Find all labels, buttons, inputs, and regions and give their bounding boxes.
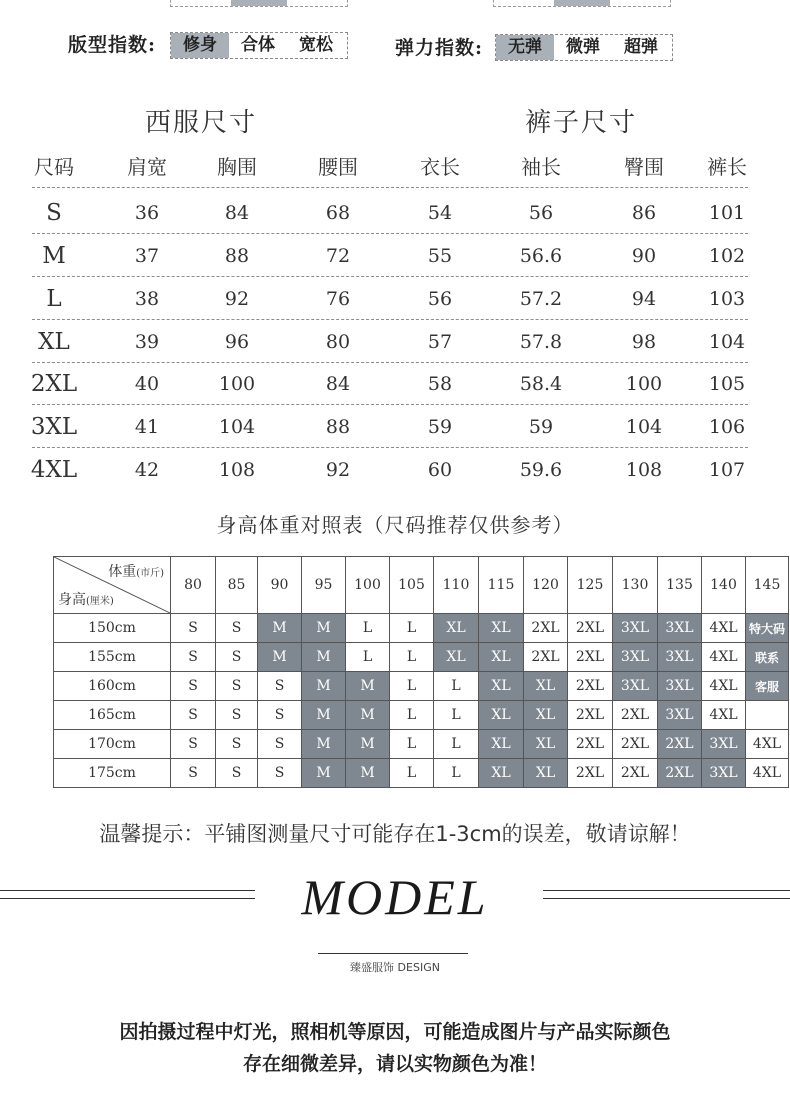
size-table-cell: 68: [325, 202, 351, 224]
size-table-row: [32, 448, 748, 490]
size-recommendation-cell: L: [390, 730, 434, 759]
size-recommendation-cell: S: [171, 614, 216, 643]
size-recommendation-cell: L: [390, 614, 434, 643]
contact-service-cell: 客服: [746, 672, 789, 701]
size-recommendation-cell: L: [390, 672, 434, 701]
size-recommendation-cell: 3XL: [613, 643, 658, 672]
size-table-cell: 103: [708, 288, 746, 310]
size-recommendation-cell: [746, 701, 789, 730]
size-table-header-cell: 胸围: [217, 155, 257, 179]
size-recommendation-cell: 2XL: [568, 730, 613, 759]
size-table-cell: 60: [427, 459, 453, 481]
size-table-cell: 98: [631, 331, 657, 353]
brand-label: 臻盛服饰 DESIGN: [350, 961, 440, 974]
size-recommendation-cell: XL: [479, 672, 524, 701]
size-table-cell: 94: [631, 288, 657, 310]
size-table-cell: 84: [224, 202, 250, 224]
size-recommendation-cell: 3XL: [658, 614, 702, 643]
pants-size-title: 裤子尺寸: [525, 108, 638, 138]
size-table-cell: 40: [134, 373, 160, 395]
size-table-cell: 106: [708, 416, 746, 438]
size-table-header-cell: 尺码: [34, 155, 74, 179]
size-table-cell: 90: [631, 245, 657, 267]
measurement-tip: 温馨提示：平铺图测量尺寸可能存在1-3cm的误差，敬请谅解！: [99, 822, 691, 846]
size-recommendation-cell: 4XL: [702, 701, 746, 730]
size-table-cell: 92: [224, 288, 250, 310]
weight-column-header: 145: [746, 557, 789, 614]
size-table-cell: 107: [708, 459, 746, 481]
height-cell: 160cm: [54, 672, 171, 701]
height-cell: 155cm: [54, 643, 171, 672]
size-recommendation-cell: XL: [524, 730, 568, 759]
table-row: [54, 759, 789, 788]
size-label: 3XL: [30, 414, 78, 440]
size-table-header-cell: 肩宽: [127, 155, 167, 179]
size-table-cell: 88: [224, 245, 250, 267]
brand-divider: [318, 953, 468, 954]
size-recommendation-cell: 2XL: [568, 759, 613, 788]
stretch-option-super: 超弹: [624, 37, 658, 57]
color-note-line1: 因拍摄过程中灯光，照相机等原因，可能造成图片与产品实际颜色: [119, 1021, 671, 1043]
size-table-cell: 56: [528, 202, 554, 224]
height-cell: 170cm: [54, 730, 171, 759]
fit-option-loose: 宽松: [299, 35, 333, 55]
size-table-cell: 96: [224, 331, 250, 353]
size-recommendation-cell: S: [216, 759, 258, 788]
size-recommendation-cell: XL: [479, 701, 524, 730]
size-recommendation-cell: M: [346, 730, 390, 759]
weight-column-header: 110: [434, 557, 479, 614]
size-recommendation-cell: 3XL: [613, 614, 658, 643]
size-table-cell: 57.8: [519, 331, 563, 353]
height-header: [58, 589, 114, 609]
size-label: 2XL: [30, 371, 78, 397]
size-recommendation-cell: S: [258, 730, 302, 759]
size-recommendation-cell: 4XL: [702, 643, 746, 672]
weight-column-header: 125: [568, 557, 613, 614]
size-recommendation-cell: M: [302, 614, 346, 643]
size-table-cell: 72: [325, 245, 351, 267]
size-table-cell: 108: [218, 459, 256, 481]
size-table-cell: 104: [218, 416, 256, 438]
size-table-cell: 80: [325, 331, 351, 353]
size-table-row: [32, 405, 748, 448]
size-table-cell: 86: [631, 202, 657, 224]
size-recommendation-cell: S: [216, 672, 258, 701]
size-recommendation-cell: S: [258, 759, 302, 788]
size-recommendation-cell: XL: [479, 759, 524, 788]
size-recommendation-cell: 2XL: [524, 614, 568, 643]
size-recommendation-cell: M: [346, 701, 390, 730]
fit-option-regular: 合体: [241, 35, 275, 55]
size-recommendation-cell: 4XL: [746, 730, 789, 759]
size-recommendation-cell: M: [346, 672, 390, 701]
fit-option-slim: 修身: [171, 33, 229, 58]
size-table-header-cell: 裤长: [707, 155, 747, 179]
size-recommendation-cell: S: [216, 643, 258, 672]
size-recommendation-cell: M: [302, 643, 346, 672]
size-recommendation-cell: S: [171, 643, 216, 672]
size-table-cell: 88: [325, 416, 351, 438]
size-table-cell: 37: [134, 245, 160, 267]
size-table-header-cell: 衣长: [420, 155, 460, 179]
size-recommendation-cell: L: [346, 643, 390, 672]
size-recommendation-cell: XL: [524, 672, 568, 701]
weight-column-header: 80: [171, 557, 216, 614]
size-recommendation-cell: 3XL: [702, 730, 746, 759]
size-table-header-cell: 袖长: [521, 155, 561, 179]
size-recommendation-cell: 2XL: [568, 701, 613, 730]
fit-index-options: [170, 32, 348, 59]
weight-column-header: 140: [702, 557, 746, 614]
size-table-header-cell: 腰围: [318, 155, 358, 179]
size-recommendation-cell: M: [302, 730, 346, 759]
size-recommendation-cell: XL: [524, 759, 568, 788]
size-table-cell: 59: [427, 416, 453, 438]
color-note-line2: 存在细微差异，请以实物颜色为准！: [242, 1053, 547, 1075]
size-recommendation-cell: S: [171, 730, 216, 759]
height-cell: 175cm: [54, 759, 171, 788]
size-recommendation-cell: L: [434, 759, 479, 788]
size-table-cell: 55: [427, 245, 453, 267]
size-recommendation-cell: M: [302, 672, 346, 701]
size-recommendation-cell: L: [434, 730, 479, 759]
table-row: [54, 701, 789, 730]
size-recommendation-cell: L: [434, 672, 479, 701]
height-cell: 150cm: [54, 614, 171, 643]
size-recommendation-cell: 4XL: [702, 672, 746, 701]
size-label: XL: [38, 329, 70, 355]
size-recommendation-cell: S: [171, 672, 216, 701]
size-label: L: [46, 286, 62, 312]
height-cell: 165cm: [54, 701, 171, 730]
size-recommendation-cell: S: [258, 701, 302, 730]
size-recommendation-cell: XL: [479, 643, 524, 672]
size-table-cell: 104: [708, 331, 746, 353]
size-recommendation-cell: S: [171, 759, 216, 788]
height-weight-table: [53, 556, 789, 788]
stretch-option-slight: 微弹: [566, 37, 600, 57]
size-label: 4XL: [30, 457, 78, 483]
size-recommendation-cell: L: [434, 701, 479, 730]
size-recommendation-cell: S: [171, 701, 216, 730]
weight-column-header: 115: [479, 557, 524, 614]
size-table-cell: 39: [134, 331, 160, 353]
contact-service-cell: 联系: [746, 643, 789, 672]
size-recommendation-cell: 3XL: [658, 672, 702, 701]
size-recommendation-cell: 3XL: [658, 701, 702, 730]
table-row: [54, 730, 789, 759]
size-recommendation-cell: S: [258, 672, 302, 701]
size-table-cell: 58.4: [519, 373, 563, 395]
size-recommendation-cell: L: [390, 701, 434, 730]
table-row: [54, 614, 789, 643]
size-table-cell: 38: [134, 288, 160, 310]
size-table-cell: 56: [427, 288, 453, 310]
size-table-cell: 59: [528, 416, 554, 438]
size-table-cell: 54: [427, 202, 453, 224]
size-recommendation-cell: XL: [524, 701, 568, 730]
size-table-cell: 100: [625, 373, 663, 395]
size-recommendation-cell: 3XL: [702, 759, 746, 788]
size-recommendation-cell: 2XL: [524, 643, 568, 672]
size-recommendation-cell: S: [216, 730, 258, 759]
size-table-cell: 41: [134, 416, 160, 438]
stretch-index-label: 弹力指数:: [395, 37, 484, 59]
size-recommendation-cell: 2XL: [613, 730, 658, 759]
weight-column-header: 135: [658, 557, 702, 614]
height-unit: (厘米): [86, 596, 114, 607]
weight-unit: (市斤): [136, 568, 164, 579]
size-recommendation-cell: L: [390, 759, 434, 788]
height-label: 身高: [58, 592, 86, 608]
suit-size-title: 西服尺寸: [145, 108, 258, 138]
height-weight-table-title: 身高体重对照表（尺码推荐仅供参考）: [216, 513, 574, 537]
size-table-cell: 100: [218, 373, 256, 395]
size-recommendation-cell: XL: [479, 730, 524, 759]
weight-column-header: 130: [613, 557, 658, 614]
size-table-cell: 92: [325, 459, 351, 481]
weight-column-header: 95: [302, 557, 346, 614]
size-recommendation-cell: M: [302, 759, 346, 788]
size-table-cell: 56.6: [519, 245, 563, 267]
size-label: S: [46, 200, 62, 226]
size-table-cell: 76: [325, 288, 351, 310]
size-table-cell: 102: [708, 245, 746, 267]
size-recommendation-cell: M: [346, 759, 390, 788]
size-table-row: [32, 234, 748, 277]
weight-column-header: 120: [524, 557, 568, 614]
size-recommendation-cell: 2XL: [568, 643, 613, 672]
weight-header: [108, 561, 164, 581]
weight-column-header: 85: [216, 557, 258, 614]
size-recommendation-cell: 2XL: [568, 672, 613, 701]
size-table-header-cell: 臀围: [624, 155, 664, 179]
size-table-cell: 58: [427, 373, 453, 395]
size-recommendation-cell: 2XL: [658, 730, 702, 759]
size-recommendation-cell: M: [258, 643, 302, 672]
size-recommendation-cell: S: [216, 614, 258, 643]
size-recommendation-cell: S: [216, 701, 258, 730]
size-table-cell: 57: [427, 331, 453, 353]
size-table-cell: 105: [708, 373, 746, 395]
size-table-row: [32, 191, 748, 234]
size-recommendation-cell: 4XL: [746, 759, 789, 788]
size-recommendation-cell: XL: [434, 643, 479, 672]
weight-column-header: 105: [390, 557, 434, 614]
table-row: [54, 643, 789, 672]
size-recommendation-cell: 3XL: [613, 672, 658, 701]
size-recommendation-cell: L: [346, 614, 390, 643]
size-recommendation-cell: 3XL: [658, 643, 702, 672]
size-table-cell: 42: [134, 459, 160, 481]
contact-service-cell: 特大码: [746, 614, 789, 643]
size-recommendation-cell: 2XL: [658, 759, 702, 788]
size-table-row: [32, 362, 748, 405]
model-heading: MODEL: [301, 869, 489, 925]
size-recommendation-cell: XL: [434, 614, 479, 643]
size-table-cell: 57.2: [519, 288, 563, 310]
size-recommendation-cell: 4XL: [702, 614, 746, 643]
corner-cell: [54, 557, 171, 614]
table-header-row: [54, 557, 789, 614]
size-recommendation-cell: XL: [479, 614, 524, 643]
size-recommendation-cell: 2XL: [613, 759, 658, 788]
size-table-cell: 59.6: [519, 459, 563, 481]
size-table-row: [32, 277, 748, 320]
size-table-cell: 36: [134, 202, 160, 224]
size-table-cell: 108: [625, 459, 663, 481]
size-table-header: [32, 145, 748, 188]
weight-column-header: 100: [346, 557, 390, 614]
size-recommendation-cell: M: [302, 701, 346, 730]
size-table-cell: 104: [625, 416, 663, 438]
size-recommendation-cell: 2XL: [568, 614, 613, 643]
stretch-index-options: [495, 34, 673, 61]
size-recommendation-cell: 2XL: [613, 701, 658, 730]
weight-label: 体重: [108, 564, 137, 580]
table-row: [54, 672, 789, 701]
top-cutoff-box-right: [493, 0, 671, 7]
size-recommendation-cell: M: [258, 614, 302, 643]
top-cutoff-box-left: [170, 0, 348, 7]
size-label: M: [42, 243, 66, 269]
weight-column-header: 90: [258, 557, 302, 614]
size-table-row: [32, 320, 748, 363]
size-recommendation-cell: L: [390, 643, 434, 672]
fit-index-label: 版型指数:: [68, 34, 157, 56]
stretch-option-none: 无弹: [496, 35, 554, 60]
size-table-cell: 101: [708, 202, 746, 224]
size-table-cell: 84: [325, 373, 351, 395]
